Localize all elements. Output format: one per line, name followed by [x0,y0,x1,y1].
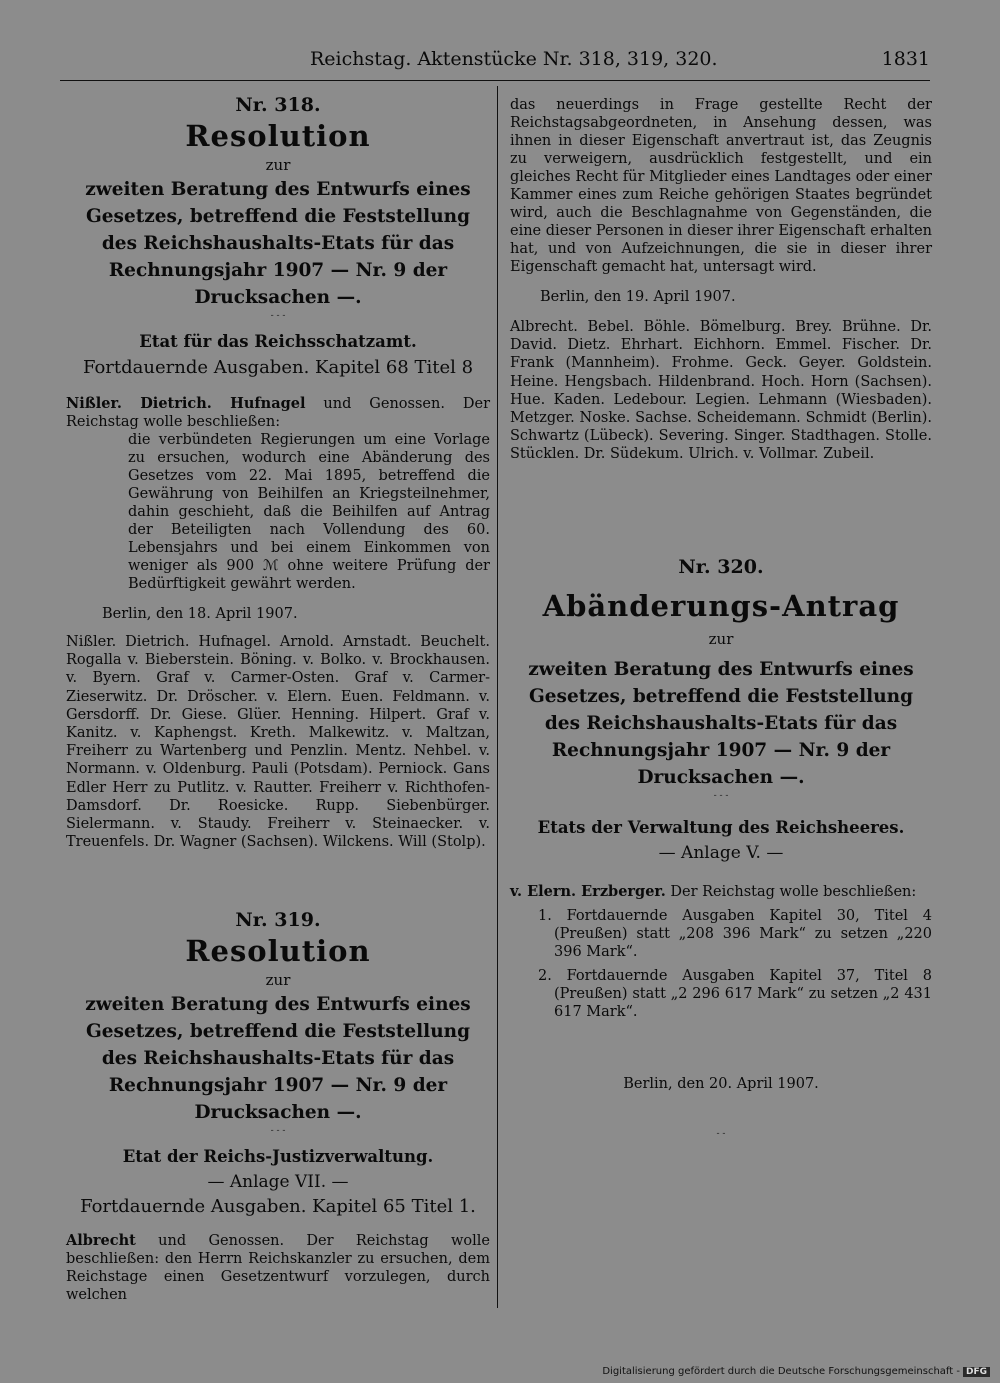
amendment-item: 2. Fortdauernde Ausgaben Kapitel 37, Titel 8 (Preußen) statt „2 296 617 Mark“ zu setzen „2 431 617 Mark“. [538,967,932,1020]
proposers: Nißler. Dietrich. Hufnagel [66,395,306,412]
running-title: Reichstag. Aktenstücke Nr. 318, 319, 320. [310,48,718,70]
section-nr-319 [66,907,490,1304]
motion-body-continued: das neuerdings in Frage gestellte Recht der Reichstagsabgeordneten, in Ansehung dessen, was ihnen in dieser Eigenschaft anvertraut ist, das Zeugnis zu verweigern, ausdrücklich festgestellt, und ein gleiches Recht für Mitglieder eines Landtages oder einer Kammer eines zum Reiche gehörigen Staates begründet wird, auch die Beschlagnahme von Gegenständen, die eine dieser Personen in dieser ihrer Eigenschaft erhalten hat, und von Aufzeichnungen, die sie in dieser ihrer Eigenschaft gemacht hat, untersagt wird. [510,97,932,275]
motion-intro [66,395,490,431]
amendment-list [510,907,932,1021]
signatories-319: Albrecht. Bebel. Böhle. Bömelburg. Brey. Brühne. Dr. David. Dietz. Ehrhart. Eichhorn. Emmel. Fischer. Dr. Frank (Mannheim). Frohme. Geck. Geyer. Goldstein. Heine. Hengsbach. Hildenbrand. Hoch. Horn (Sachsen). Hue. Kaden. Ledebour. Legien. Lehmann (Wiesbaden). Metzger. Noske. Sachse. Scheidemann. Schmidt (Berlin). Schwartz (Lübeck). Severing. Singer. Stadthagen. Stolle. Stücklen. Dr. Südekum. Ulrich. v. Vollmar. Zubeil. [510,319,932,463]
amendment-item: 1. Fortdauernde Ausgaben Kapitel 30, Titel 4 (Preußen) statt „208 396 Mark“ zu setzen „220 396 Mark“. [538,907,932,960]
section-number: Nr. 320. [678,555,764,578]
right-column [510,96,932,1139]
section-nr-318 [66,92,490,851]
etat-heading: Etats der Verwaltung des Reichsheeres. [537,817,905,837]
proposer: Albrecht [66,1232,136,1250]
ausgaben-heading: Fortdauernde Ausgaben. Kapitel 65 Titel 1. [80,1196,476,1218]
footer-text: Digitalisierung gefördert durch die Deutsche Forschungsgemeinschaft - [602,1366,960,1377]
section-number: Nr. 318. [235,94,321,116]
zur-label: zur [265,971,291,990]
section-kind: Resolution [185,934,371,969]
section-kind: Abänderungs-Antrag [542,588,900,623]
anlage-label: — Anlage V. — [658,842,784,863]
left-column [66,92,490,1304]
zur-label: zur [265,156,291,174]
motion-body-start: und Genossen. Der Reichstag wolle beschließen: den Herrn Reichskanzler zu ersuchen, dem Reichstage einen Gesetzentwurf vorzulegen, durch welchen [66,1233,490,1304]
page-number: 1831 [881,48,930,70]
section-nr-320 [510,554,932,1139]
section-number: Nr. 319. [235,909,321,932]
etat-heading: Etat der Reichs-Justizverwaltung. [122,1147,434,1167]
motion-intro-text: und Genossen. Der Reichstag wolle beschließen: [66,396,491,430]
motion-intro [66,1232,490,1304]
end-mark: - - [716,1128,726,1139]
section-subject: zweiten Beratung des Entwurfs eines Gesetzes, betreffend die Feststellung des Reichshaushalts-Etats für das Rechnungsjahr 1907 — Nr. 9 der Drucksachen —. [528,658,914,788]
separator-mark: - - - [713,790,729,801]
place-date: Berlin, den 18. April 1907. [102,606,298,622]
proposers: v. Elern. Erzberger. [510,882,666,900]
separator-mark: - - - [270,1126,286,1137]
zur-label: zur [708,629,734,648]
anlage-label: — Anlage VII. — [207,1172,349,1193]
place-date-320: Berlin, den 20. April 1907. [623,1075,819,1092]
digitization-footer [602,1366,990,1377]
signatories: Nißler. Dietrich. Hufnagel. Arnold. Arnstadt. Beuchelt. Rogalla v. Bieberstein. Böning. v. Bolko. v. Brockhausen. v. Byern. Graf v. Carmer-Osten. Graf v. Carmer-Zieserwitz. Dr. Dröscher. v. Elern. Euen. Feldmann. v. Gersdorff. Dr. Giese. Glüer. Henning. Hilpert. Graf v. Kanitz. v. Kaphengst. Kreth. Malkewitz. v. Maltzan, Freiherr zu Wartenberg und Penzlin. Mentz. Nehbel. v. Normann. v. Oldenburg. Pauli (Potsdam). Perniock. Gans Edler Herr zu Putlitz. v. Rautter. Freiherr v. Richthofen-Damsdorf. Dr. Roesicke. Rupp. Siebenbürger. Sielermann. v. Staudy. Freiherr v. Steinaecker. v. Treuenfels. Dr. Wagner (Sachsen). Wilckens. Will (Stolp). [66,634,490,851]
place-date-319: Berlin, den 19. April 1907. [540,289,736,305]
section-kind: Resolution [185,119,371,153]
page-header [60,46,930,81]
motion-intro-text: Der Reichstag wolle beschließen: [670,883,917,900]
etat-heading: Etat für das Reichsschatzamt. [139,332,417,351]
motion-body: die verbündeten Regierungen um eine Vorlage zu ersuchen, wodurch eine Abänderung des Gesetzes vom 22. Mai 1895, betreffend die Gewährung von Beihilfen an Kriegsteilnehmer, dahin geschieht, daß die Beihilfen auf Antrag der Beteiligten nach Vollendung des 60. Lebensjahrs und bei einem Einkommen von weniger als 900 ℳ ohne weitere Prüfung der Bedürftigkeit gewährt werden. [128,432,490,592]
separator-mark: - - - [270,311,286,321]
dfg-logo: DFG [963,1367,990,1377]
motion-intro [510,883,932,901]
column-divider [497,86,498,1308]
section-subject: zweiten Beratung des Entwurfs eines Gesetzes, betreffend die Feststellung des Reichshaushalts-Etats für das Rechnungsjahr 1907 — Nr. 9 der Drucksachen —. [85,179,471,308]
ausgaben-heading: Fortdauernde Ausgaben. Kapitel 68 Titel 8 [82,357,474,378]
section-subject: zweiten Beratung des Entwurfs eines Gesetzes, betreffend die Feststellung des Reichshaushalts-Etats für das Rechnungsjahr 1907 — Nr. 9 der Drucksachen —. [85,994,471,1124]
